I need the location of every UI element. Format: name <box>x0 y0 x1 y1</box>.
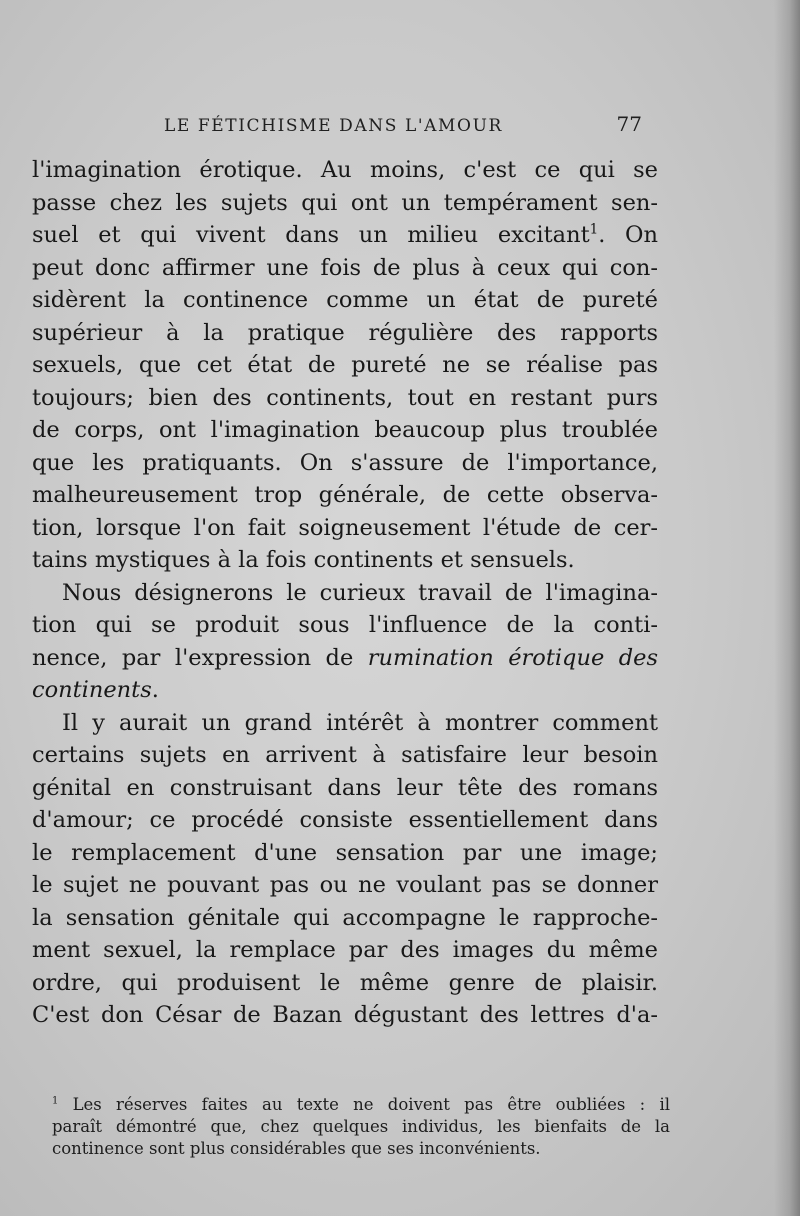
page-header <box>164 112 642 142</box>
footnote-line: paraît démontré que, chez quelques individus, les bienfaits de la <box>52 1117 670 1136</box>
text-line: sidèrent la continence comme un état de pureté <box>32 287 658 313</box>
footnote-ref-marker: 1 <box>589 221 599 238</box>
footnote-marker: 1 <box>52 1095 59 1107</box>
text-line: génital en construisant dans leur tête des romans <box>32 774 658 801</box>
body-text <box>32 154 658 1032</box>
text-line: le remplacement d'une sensation par une image; <box>32 839 658 866</box>
text-line: suel et qui vivent dans un milieu excitant$^1$. On <box>32 221 658 248</box>
text-line: tion qui se produit sous l'influence de la conti- <box>32 612 658 638</box>
text-line: C'est don César de Bazan dégustant des lettres d'a- <box>32 1002 658 1028</box>
text-line: le sujet ne pouvant pas ou ne voulant pas se donner <box>32 872 658 898</box>
text-line: de corps, ont l'imagination beaucoup plus troublée <box>32 417 658 443</box>
page-edge-shadow <box>774 0 800 1216</box>
running-title: LE FÉTICHISME DANS L'AMOUR <box>164 116 503 136</box>
text-line: certains sujets en arrivent à satisfaire leur besoin <box>32 742 658 768</box>
text-line: que les pratiquants. On s'assure de l'importance, <box>32 449 658 476</box>
text-line: l'imagination érotique. Au moins, c'est ce qui se <box>32 157 658 183</box>
text-line: nence, par l'expression de rumination érotique des <box>32 644 659 671</box>
text-line: d'amour; ce procédé consiste essentiellement dans <box>32 807 658 833</box>
footnote-line: continence sont plus considérables que ses inconvénients. <box>52 1139 541 1158</box>
text-line: peut donc affirmer une fois de plus à ceux qui con- <box>32 254 658 281</box>
footnote-line: $^1$ Les réserves faites au texte ne doivent pas être oubliées : il <box>52 1095 670 1114</box>
text-line: continents. <box>32 677 159 703</box>
text-line: Il y aurait un grand intérêt à montrer comment <box>62 709 658 736</box>
page-number: 77 <box>616 112 642 136</box>
text-line: sexuels, que cet état de pureté ne se réalise pas <box>32 352 658 378</box>
text-line: tion, lorsque l'on fait soigneusement l'étude de cer- <box>32 514 658 541</box>
text-line: toujours; bien des continents, tout en restant purs <box>32 384 658 411</box>
text-line: ment sexuel, la remplace par des images du même <box>32 937 658 963</box>
text-line: passe chez les sujets qui ont un tempérament sen- <box>32 189 658 216</box>
text-line: malheureusement trop générale, de cette observa- <box>32 482 658 508</box>
text-line: ordre, qui produisent le même genre de plaisir. <box>32 969 658 996</box>
text-line: tains mystiques à la fois continents et sensuels. <box>32 547 575 573</box>
text-line: Nous désignerons le curieux travail de l'imagina- <box>62 579 658 606</box>
footnotes <box>52 1094 670 1160</box>
text-line: supérieur à la pratique régulière des rapports <box>32 319 658 346</box>
text-line: la sensation génitale qui accompagne le rapproche- <box>32 904 658 931</box>
italic-term: rumination érotique des <box>367 644 659 671</box>
italic-term: continents <box>32 677 152 703</box>
